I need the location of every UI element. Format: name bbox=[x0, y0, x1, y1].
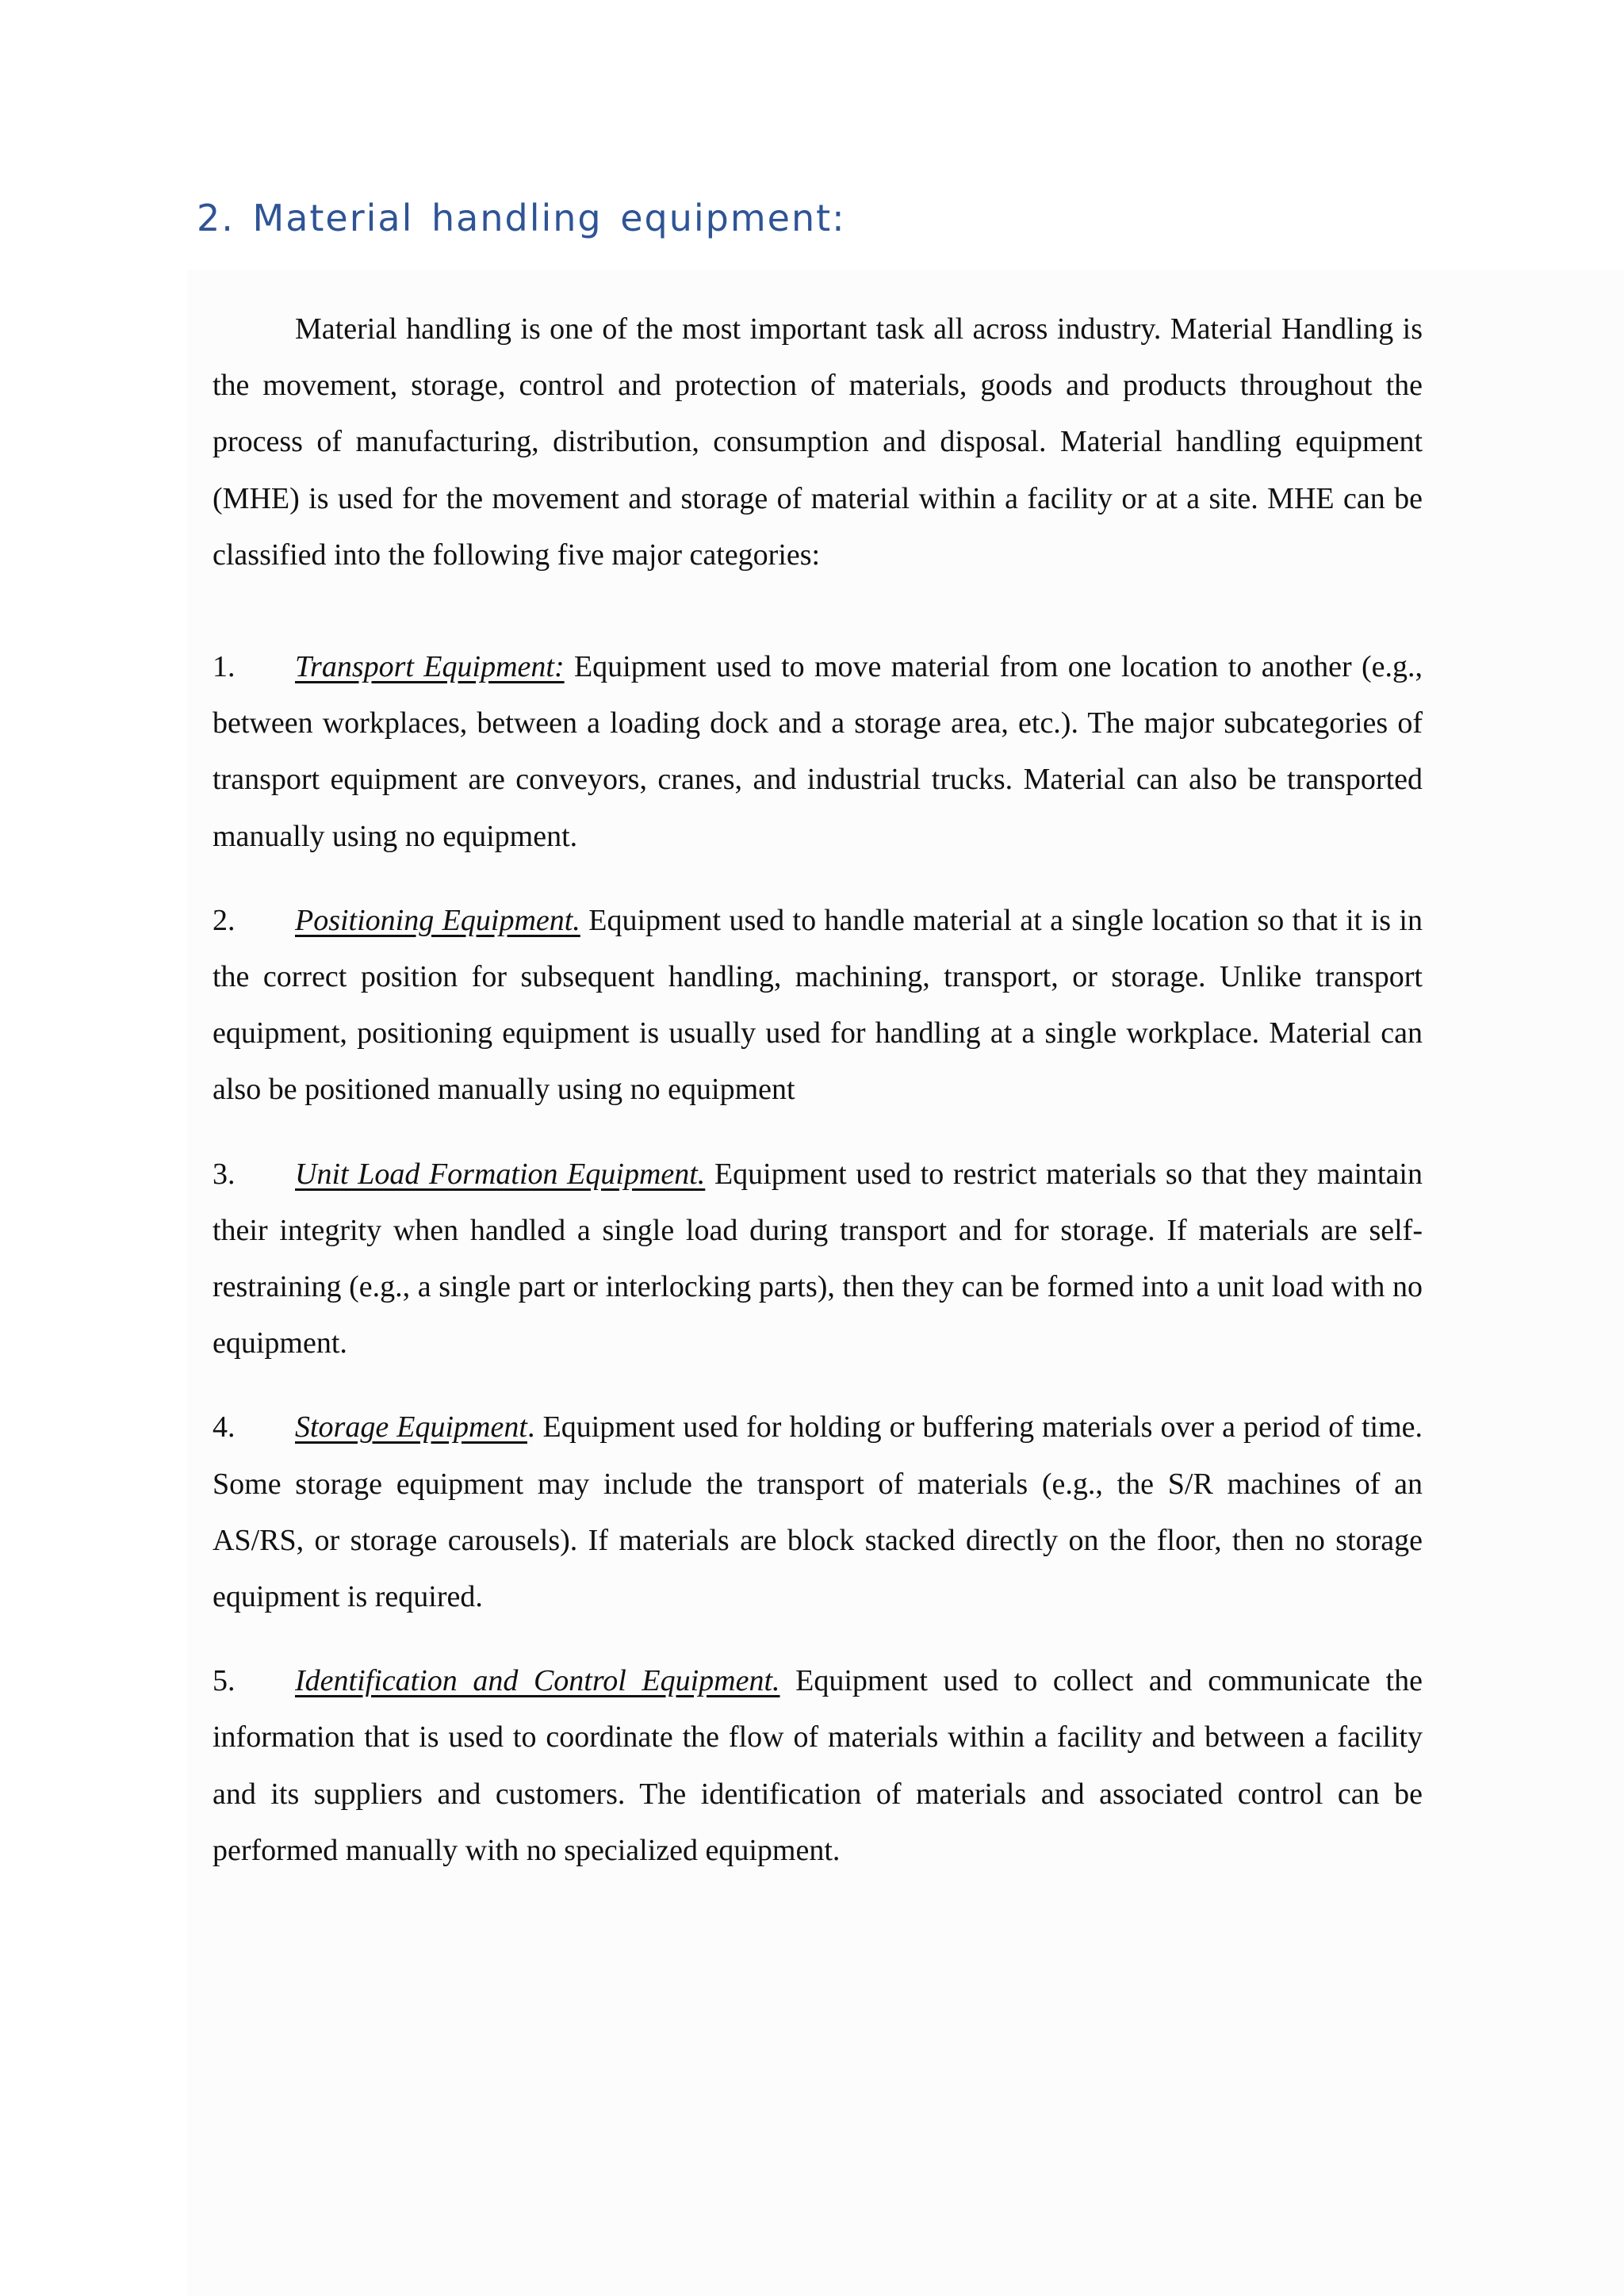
intro-paragraph: Material handling is one of the most important task all across industry. Material Handling is the movement, storage, control and protection of materials, goods and products throughout the process of manufacturing, distribution, consumption and disposal. Material handling equipment (MHE) is used for the movement and storage of material within a facility or at a site. MHE can be classified into the following five major categories: bbox=[213, 312, 1423, 572]
item-description: Equipment used to collect and communicate the information that is used to coordinate the flow of materials within a facility and between a facility and its suppliers and customers. The identification of materials and associated control can be performed manually with no specialized equipment. bbox=[213, 1664, 1423, 1867]
category-item-storage bbox=[213, 1399, 1423, 1625]
item-term: Unit Load Formation Equipment. bbox=[295, 1157, 706, 1191]
section-body bbox=[213, 301, 1423, 1907]
category-item-identification bbox=[213, 1653, 1423, 1879]
category-list bbox=[213, 639, 1423, 1879]
item-description: . Equipment used for holding or buffering materials over a period of time. Some storage equipment may include the transport of materials (e.g., the S/R machines of an AS/RS, or storage carousels). If materials are block stacked directly on the floor, then no storage equipment is required. bbox=[213, 1410, 1423, 1614]
item-number: 1. bbox=[213, 650, 236, 684]
category-item-unit-load bbox=[213, 1146, 1423, 1372]
item-number: 3. bbox=[213, 1157, 236, 1191]
item-term: Identification and Control Equipment. bbox=[295, 1664, 780, 1698]
item-number: 5. bbox=[213, 1664, 236, 1698]
item-number: 4. bbox=[213, 1410, 236, 1445]
category-item-transport bbox=[213, 639, 1423, 865]
item-term: Transport Equipment: bbox=[295, 650, 565, 684]
item-number: 2. bbox=[213, 903, 236, 937]
item-term: Positioning Equipment. bbox=[295, 903, 580, 937]
item-description: Equipment used to restrict materials so that they maintain their integrity when handled a single load during transport and for storage. If materials are self-restraining (e.g., a single part or interlocking parts), then they can be formed into a unit load with no equipment. bbox=[213, 1157, 1423, 1360]
item-description: Equipment used to handle material at a single location so that it is in the correct position for subsequent handling, machining, transport, or storage. Unlike transport equipment, positioning equipment is usually used for handling at a single workplace. Material can also be positioned manually using no equipment bbox=[213, 903, 1423, 1107]
item-term: Storage Equipment bbox=[295, 1410, 527, 1445]
category-item-positioning bbox=[213, 893, 1423, 1119]
section-heading: 2. Material handling equipment: bbox=[197, 197, 846, 239]
item-description: Equipment used to move material from one location to another (e.g., between workplaces, between a loading dock and a storage area, etc.). The major subcategories of transport equipment are conveyors, cranes, and industrial trucks. Material can also be transported manually using no equipment. bbox=[213, 650, 1423, 853]
